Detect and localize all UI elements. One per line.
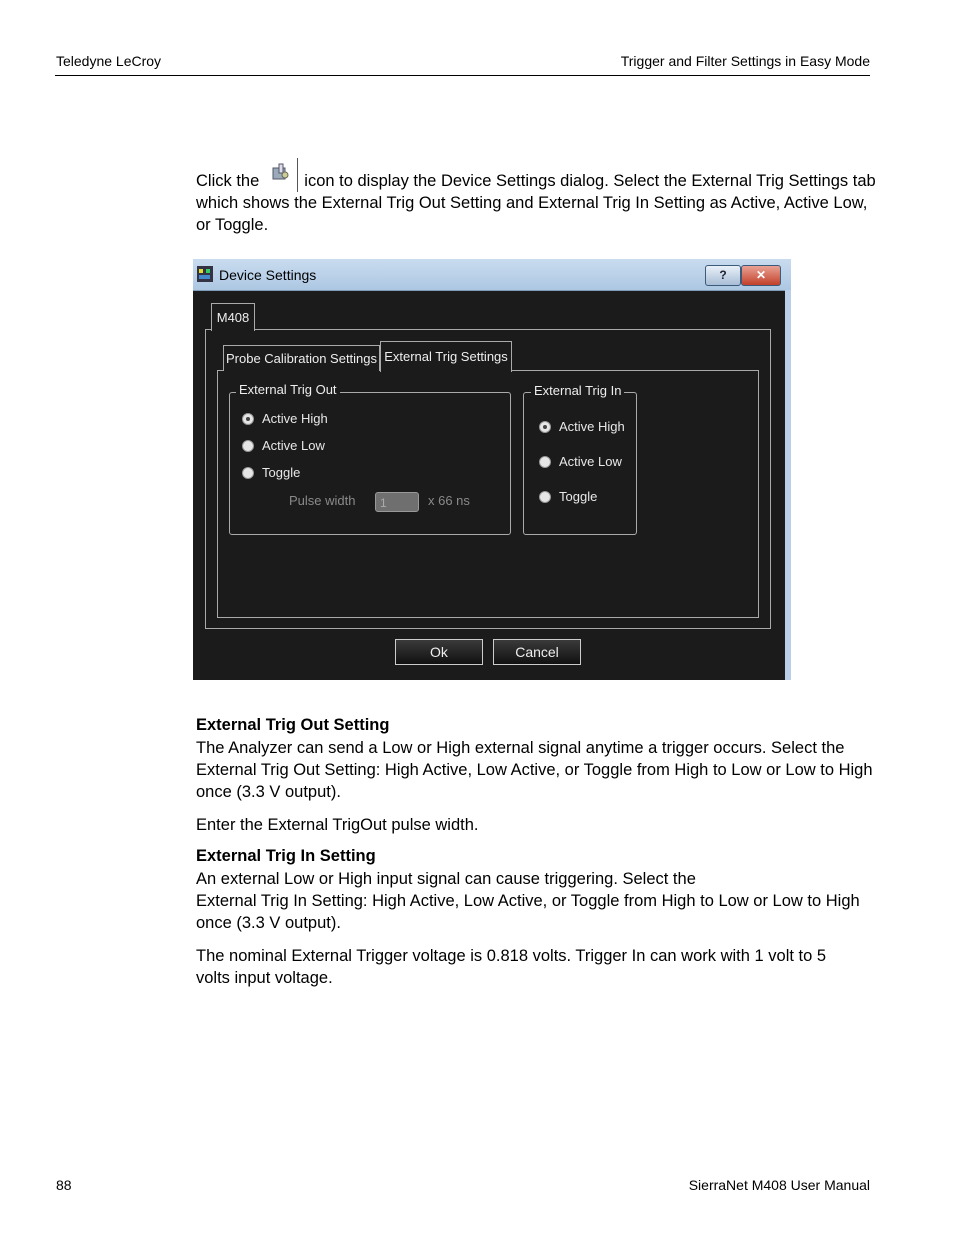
trig-out-active-low-radio[interactable] [242,440,254,452]
trig-in-section-title: External Trig In Setting [196,847,376,865]
pulse-width-label: Pulse width [289,493,356,508]
header-left: Teledyne LeCroy [56,53,162,69]
trig-out-toggle-label: Toggle [262,465,301,480]
trig-out-active-high-radio[interactable] [242,413,254,425]
tab-external-trig[interactable] [380,341,512,372]
trig-in-section-body-1: An external Low or High input signal can cause triggering. Select the [196,870,696,888]
help-button[interactable]: ? [705,265,741,286]
trig-in-active-low-radio[interactable] [539,456,551,468]
cancel-button[interactable]: Cancel [493,639,581,665]
tab-m408[interactable] [211,303,255,331]
pulse-width-input[interactable]: 1 [375,492,419,512]
trig-out-toggle-radio[interactable] [242,467,254,479]
tab-probe-calibration[interactable] [223,345,380,371]
trig-out-section-body: The Analyzer can send a Low or High external signal anytime a trigger occurs. Select the External Trig Out Setting: High Active, Low Active, or Toggle from High to Low or Low to High once (3.3 V output). [196,739,873,801]
intro-after-icon: icon to display the Device Settings dialog. Select the External Trig Settings tab which shows the External Trig Out Setting and External Trig In Setting as Active, Active Low, or Toggle. [196,172,876,234]
device-settings-dialog [193,259,791,680]
trig-out-pulse-note: Enter the External TrigOut pulse width. [196,816,479,834]
trig-out-section-title: External Trig Out Setting [196,716,390,734]
trig-in-active-high-label: Active High [559,419,625,434]
trig-in-toggle-radio[interactable] [539,491,551,503]
nominal-voltage-paragraph: The nominal External Trigger voltage is 0.818 volts. Trigger In can work with 1 volt to 5 volts input voltage. [196,947,827,987]
trig-in-legend: External Trig In [531,383,624,398]
dialog-title: Device Settings [219,267,317,283]
tab-m408-label: M408 [216,310,250,325]
trig-out-active-low-label: Active Low [262,438,325,453]
dialog-titlebar [193,259,791,291]
header-rule [55,75,870,76]
device-settings-icon [267,158,298,192]
intro-paragraph [196,158,876,236]
dialog-frame-edge [785,290,791,680]
trig-in-active-high-radio[interactable] [539,421,551,433]
tab-external-trig-label: External Trig Settings [384,349,508,364]
close-button[interactable]: ✕ [741,265,781,286]
page-number: 88 [56,1177,72,1193]
trig-in-section-body-2: External Trig In Setting: High Active, Low Active, or Toggle from High to Low or Low to High once (3.3 V output). [196,892,860,932]
trig-out-active-high-label: Active High [262,411,328,426]
intro-before-icon: Click the [196,172,260,190]
pulse-width-unit: x 66 ns [428,493,470,508]
footer-manual-title: SierraNet M408 User Manual [688,1177,870,1193]
trig-in-active-low-label: Active Low [559,454,622,469]
trig-in-toggle-label: Toggle [559,489,598,504]
tab-probe-calibration-label: Probe Calibration Settings [225,351,378,366]
ok-button[interactable]: Ok [395,639,483,665]
app-icon [197,266,213,282]
header-right: Trigger and Filter Settings in Easy Mode [620,53,870,69]
trig-out-legend: External Trig Out [236,382,340,397]
